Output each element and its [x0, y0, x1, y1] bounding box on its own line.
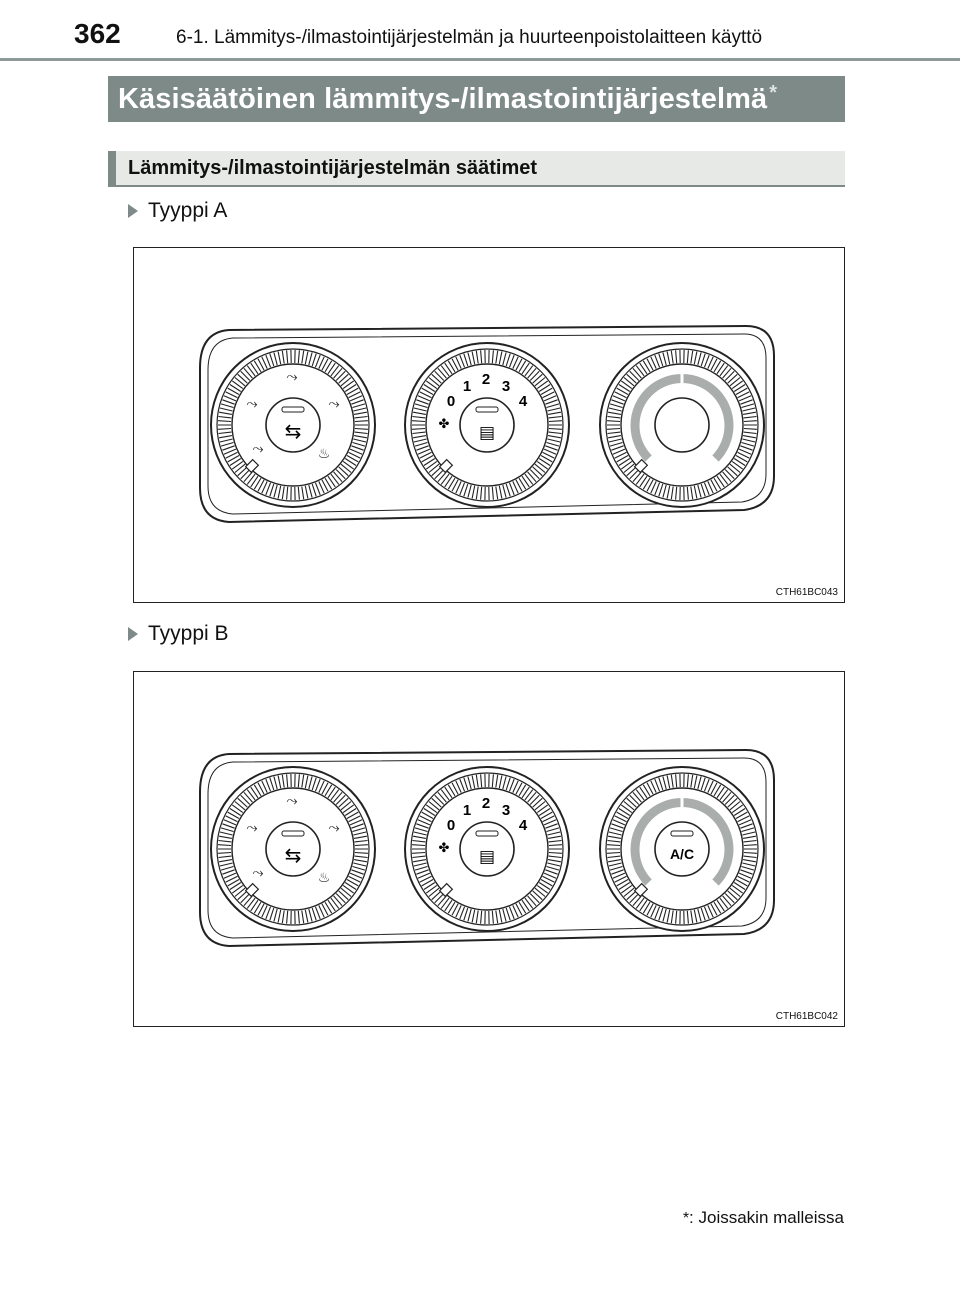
figure-label: Tyyppi B [148, 622, 229, 645]
indicator-slot [282, 831, 304, 836]
bullet-arrow-icon [128, 204, 138, 218]
footnote-marker: * [682, 1210, 690, 1227]
fan-speed-label: 3 [501, 378, 511, 395]
footnote [683, 1208, 844, 1228]
figure-code: CTH61BC042 [775, 1011, 838, 1022]
temperature-knob-center [655, 398, 709, 452]
bullet-arrow-icon [128, 627, 138, 641]
fan-speed-label: 4 [518, 817, 528, 834]
airflow-mode-icon: ⤳ [286, 369, 298, 385]
fan-knob [405, 343, 569, 507]
indicator-slot [671, 831, 693, 836]
section-title-text: Käsisäätöinen lämmitys-/ilmastointijärjestelmä [118, 82, 768, 115]
ac-button-label: A/C [669, 846, 695, 862]
fan-speed-label: 0 [446, 393, 456, 410]
bullet-type-a [128, 199, 227, 223]
figure-code: CTH61BC043 [775, 587, 838, 598]
fan-speed-label: 3 [501, 802, 511, 819]
fan-speed-label: 1 [462, 378, 472, 395]
airflow-mode-icon: ⤳ [252, 441, 264, 457]
airflow-mode-icon: ⤳ [328, 820, 340, 836]
bullet-type-b [128, 622, 229, 646]
page-number: 362 [74, 18, 121, 49]
airflow-mode-icon: ⤳ [252, 865, 264, 881]
chapter-title: 6-1. Lämmitys-/ilmastointijärjestelmän ja huurteenpoistolaitteen käyttö [176, 27, 763, 48]
fan-icon: ✤ [438, 417, 450, 432]
indicator-slot [476, 407, 498, 412]
footnote-text: : Joissakin malleissa [689, 1208, 844, 1227]
fan-icon: ✤ [438, 841, 450, 856]
fan-knob [405, 767, 569, 931]
temperature-knob [600, 767, 764, 931]
mode-knob [211, 343, 375, 507]
figure-label: Tyyppi A [148, 199, 228, 222]
optional-marker: * [769, 81, 778, 104]
recirculation-icon: ⇆ [284, 419, 302, 443]
figure-type-a [133, 247, 845, 603]
rear-defogger-icon: ▤ [478, 847, 496, 867]
mode-knob [211, 767, 375, 931]
header-divider [0, 58, 960, 61]
subsection-title [108, 151, 845, 187]
fan-speed-label: 2 [481, 371, 491, 388]
figure-type-b [133, 671, 845, 1027]
airflow-mode-icon: ♨ [317, 870, 331, 886]
indicator-slot [476, 831, 498, 836]
control-panel-illustration [134, 248, 846, 604]
temperature-knob [600, 343, 764, 507]
airflow-mode-icon: ⤳ [286, 793, 298, 809]
section-title [108, 76, 845, 122]
fan-speed-label: 0 [446, 817, 456, 834]
fan-speed-label: 4 [518, 393, 528, 410]
airflow-mode-icon: ⤳ [246, 820, 258, 836]
airflow-mode-icon: ⤳ [246, 396, 258, 412]
airflow-mode-icon: ⤳ [328, 396, 340, 412]
fan-speed-label: 2 [481, 795, 491, 812]
airflow-mode-icon: ♨ [317, 446, 331, 462]
rear-defogger-icon: ▤ [478, 423, 496, 443]
indicator-slot [282, 407, 304, 412]
recirculation-icon: ⇆ [284, 843, 302, 867]
subsection-title-text: Lämmitys-/ilmastointijärjestelmän säätimet [128, 156, 538, 179]
control-panel-illustration [134, 672, 846, 1028]
fan-speed-label: 1 [462, 802, 472, 819]
